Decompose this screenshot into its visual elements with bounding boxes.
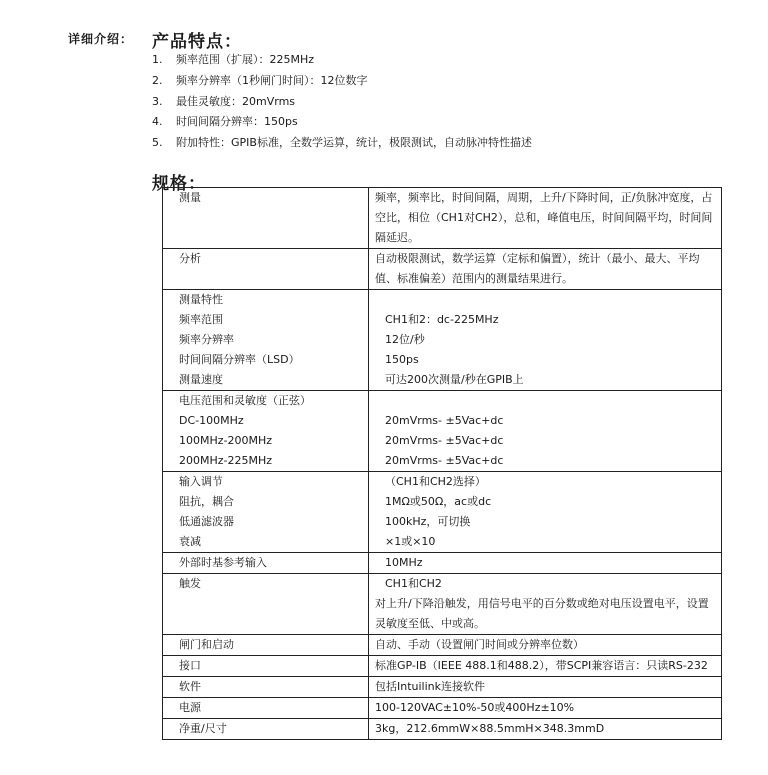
spec-value-voltage: [369, 391, 722, 472]
sub-label: 时间间隔分辨率（LSD）: [179, 353, 300, 366]
spec-value-gate: 自动、手动（设置闸门时间或分辨率位数）: [369, 635, 722, 656]
feature-item: [152, 112, 532, 133]
sub-label: 频率分辨率: [179, 333, 234, 346]
group-header: 电压范围和灵敏度（正弦）: [179, 394, 311, 407]
table-row: [163, 719, 722, 740]
spec-label-input: [163, 472, 369, 553]
sub-label: DC-100MHz: [179, 414, 244, 427]
table-row: [163, 677, 722, 698]
spec-heading: 规格：: [152, 174, 206, 194]
features-heading: 产品特点：: [152, 32, 242, 52]
feature-item: [152, 50, 532, 71]
spec-value-power: 100-120VAC±10%-50或400Hz±10%: [369, 698, 722, 719]
table-row: [163, 553, 722, 574]
sub-label: 200MHz-225MHz: [179, 454, 273, 467]
table-row: [163, 290, 722, 391]
feature-number: 1.: [152, 53, 163, 66]
sub-value: ×1或×10: [385, 535, 436, 548]
spec-label-software: 软件: [163, 677, 369, 698]
spec-label-power: 电源: [163, 698, 369, 719]
sub-label: 低通滤波器: [179, 515, 234, 528]
trigger-channels: CH1和CH2: [385, 577, 442, 590]
sub-label: 100MHz-200MHz: [179, 434, 273, 447]
feature-text: 最佳灵敏度：20mVrms: [176, 94, 296, 108]
spec-label-measure-char: [163, 290, 369, 391]
spec-label-gate: 闸门和启动: [163, 635, 369, 656]
spec-label-analysis: 分析: [163, 249, 369, 290]
feature-text: 附加特性：GPIB标准，全数学运算，统计，极限测试，自动脉冲特性描述: [176, 136, 532, 150]
spec-value-measure: 频率，频率比，时间间隔，周期，上升/下降时间，正/负脉冲宽度，占空比，相位（CH1对CH2），总和，峰值电压，时间间隔平均，时间间隔延迟。: [369, 188, 722, 249]
sub-label: 阻抗，耦合: [179, 495, 234, 508]
sub-value: 20mVrms- ±5Vac+dc: [385, 454, 504, 467]
spec-label-measure: 测量: [163, 188, 369, 249]
sub-label: 衰减: [179, 535, 201, 548]
sub-value: CH1和2：dc-225MHz: [385, 313, 499, 326]
spec-label-weight: 净重/尺寸: [163, 719, 369, 740]
spec-value-analysis: 自动极限测试，数学运算（定标和偏置），统计（最小、最大、平均值、标准偏差）范围内的测量结果进行。: [369, 249, 722, 290]
sub-label: 测量速度: [179, 373, 223, 386]
sub-value: 20mVrms- ±5Vac+dc: [385, 434, 504, 447]
feature-number: 3.: [152, 94, 163, 108]
table-row: [163, 188, 722, 249]
feature-number: 4.: [152, 115, 163, 129]
spec-value-ext-ref: 10MHz: [385, 556, 423, 569]
table-row: [163, 656, 722, 677]
spec-value-measure-char: [369, 290, 722, 391]
spec-value-trigger: [369, 574, 722, 635]
feature-item: [152, 133, 532, 154]
detail-intro-label: 详细介绍：: [68, 32, 134, 46]
feature-item: [152, 92, 532, 113]
sub-value: 12位/秒: [385, 333, 425, 346]
group-header-value: （CH1和CH2选择）: [385, 475, 486, 488]
group-header: 输入调节: [179, 475, 223, 488]
spec-value-interface: 标准GP-IB（IEEE 488.1和488.2），带SCPI兼容语言：只读RS-232: [369, 656, 722, 677]
feature-item: [152, 71, 532, 92]
table-row: [163, 472, 722, 553]
spec-label-ext-ref: 外部时基参考输入: [163, 553, 369, 574]
sub-value: 1MΩ或50Ω，ac或dc: [385, 495, 492, 508]
spec-value-input: [369, 472, 722, 553]
spec-value-weight: 3kg，212.6mmW×88.5mmH×348.3mmD: [369, 719, 722, 740]
feature-number: 5.: [152, 136, 163, 150]
feature-number: 2.: [152, 73, 163, 87]
sub-label: 频率范围: [179, 313, 223, 326]
spec-label-interface: 接口: [163, 656, 369, 677]
trigger-description: 对上升/下降沿触发，用信号电平的百分数或绝对电压设置电平，设置灵敏度至低、中或高。: [375, 597, 709, 630]
feature-text: 频率分辨率（1秒闸门时间）：12位数字: [176, 73, 368, 87]
table-row: [163, 698, 722, 719]
sub-value: 100kHz，可切换: [385, 515, 471, 528]
spec-value-software: 包括Intuilink连接软件: [369, 677, 722, 698]
table-row: [163, 391, 722, 472]
sub-value: 可达200次测量/秒在GPIB上: [385, 373, 524, 386]
table-row: [163, 635, 722, 656]
spec-table: [162, 187, 722, 740]
group-header: 测量特性: [179, 293, 223, 306]
feature-text: 频率范围（扩展）：225MHz: [176, 53, 315, 66]
features-list: [152, 50, 532, 154]
sub-value: 150ps: [385, 353, 419, 366]
feature-text: 时间间隔分辨率：150ps: [176, 115, 298, 129]
table-row: [163, 249, 722, 290]
spec-label-trigger: 触发: [163, 574, 369, 635]
sub-value: 20mVrms- ±5Vac+dc: [385, 414, 504, 427]
spec-label-voltage: [163, 391, 369, 472]
table-row: [163, 574, 722, 635]
